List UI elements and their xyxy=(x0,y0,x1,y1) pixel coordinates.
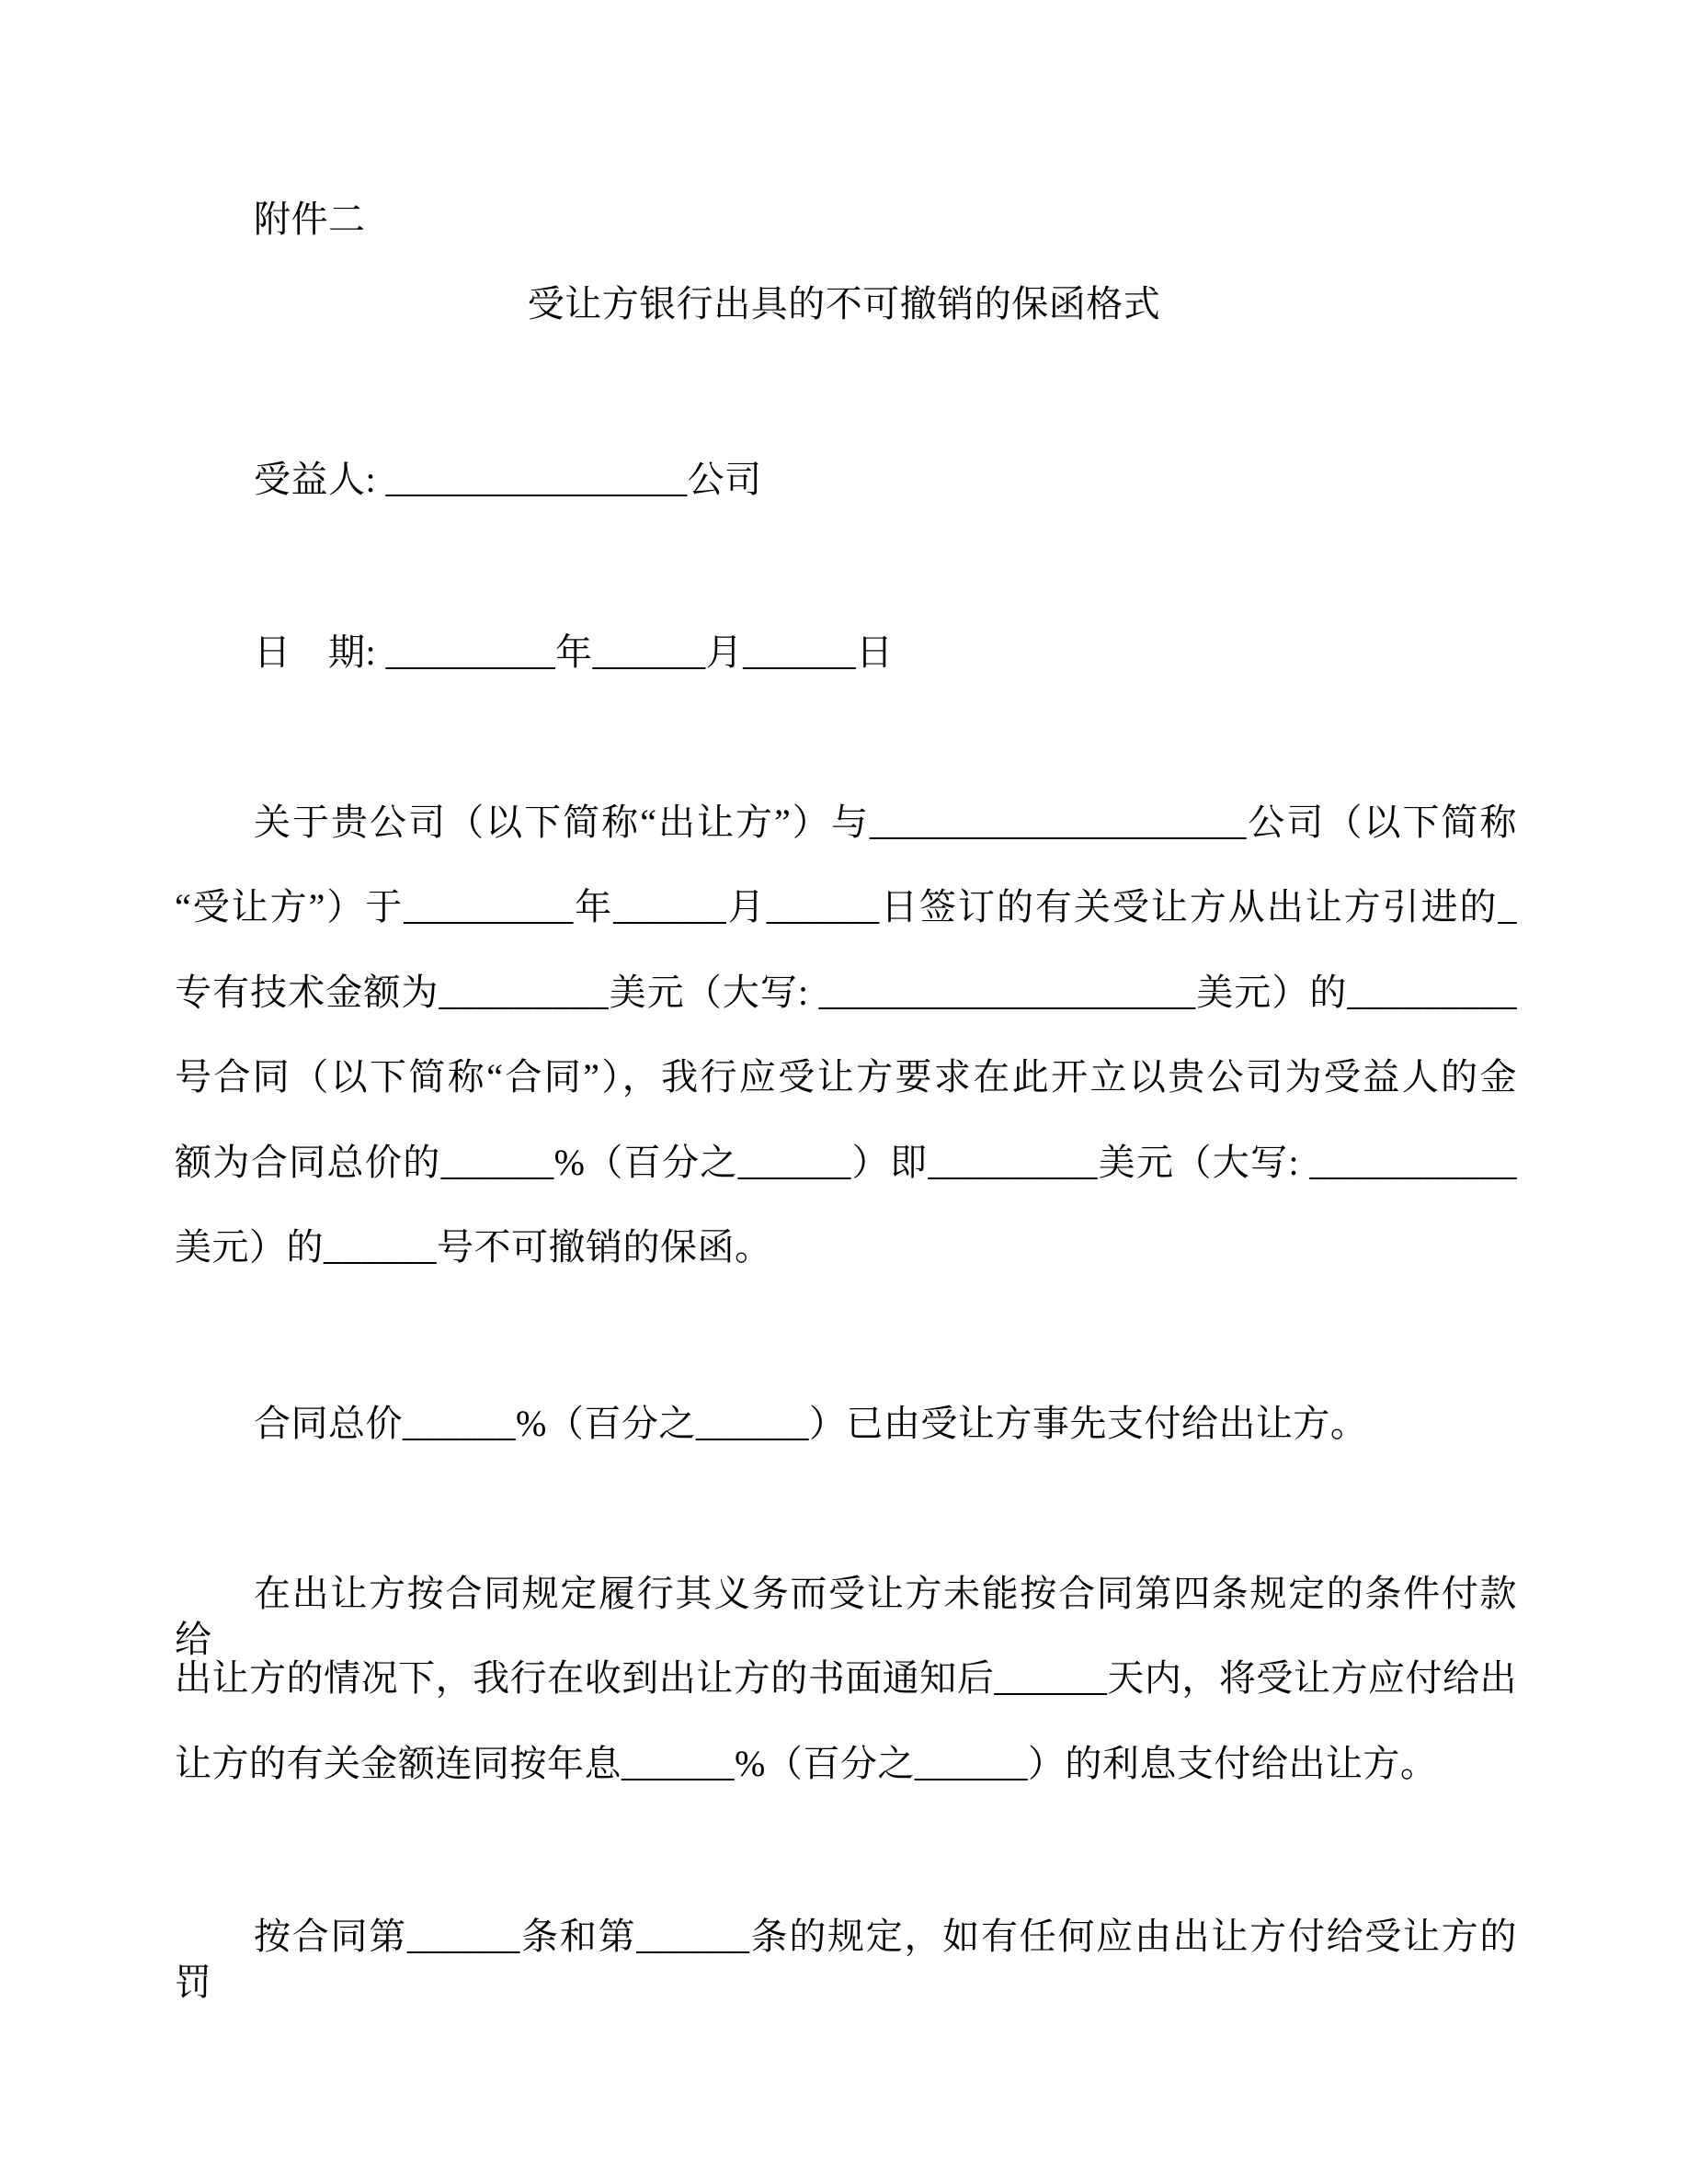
para1-line-5: 额为合同总价的______%（百分之______）即_________美元（大写: ___________ xyxy=(175,1142,1517,1183)
document-title: 受让方银行出具的不可撤销的保函格式 xyxy=(527,283,1161,324)
para3-line-3: 让方的有关金额连同按年息______%（百分之______）的利息支付给出让方。 xyxy=(175,1743,1438,1784)
para1-line-1: 关于贵公司（以下简称“出让方”）与____________________公司（以下简称 xyxy=(254,802,1517,843)
beneficiary-line: 受益人: ________________公司 xyxy=(254,459,762,500)
para2-line: 合同总价______%（百分之______）已由受让方事先支付给出让方。 xyxy=(254,1403,1368,1444)
para1-line-4: 号合同（以下简称“合同”），我行应受让方要求在此开立以贵公司为受益人的金 xyxy=(175,1056,1517,1098)
para3-line-2: 出让方的情况下，我行在收到出让方的书面通知后______天内，将受让方应付给出 xyxy=(175,1657,1517,1699)
attachment-label: 附件二 xyxy=(254,199,366,240)
para4-line-1: 按合同第______条和第______条的规定，如有任何应由出让方付给受让方的罚 xyxy=(175,1916,1517,2003)
para3-line-1: 在出让方按合同规定履行其义务而受让方未能按合同第四条规定的条件付款给 xyxy=(175,1573,1517,1660)
para1-line-3: 专有技术金额为_________美元（大写: ____________________美元）的_________ xyxy=(175,972,1517,1013)
para1-line-2: “受让方”）于_________年______月______日签订的有关受让方从出让方引进的_ xyxy=(175,886,1517,927)
date-line: 日 期: _________年______月______日 xyxy=(254,631,894,673)
para1-line-6: 美元）的______号不可撤销的保函。 xyxy=(175,1226,772,1268)
